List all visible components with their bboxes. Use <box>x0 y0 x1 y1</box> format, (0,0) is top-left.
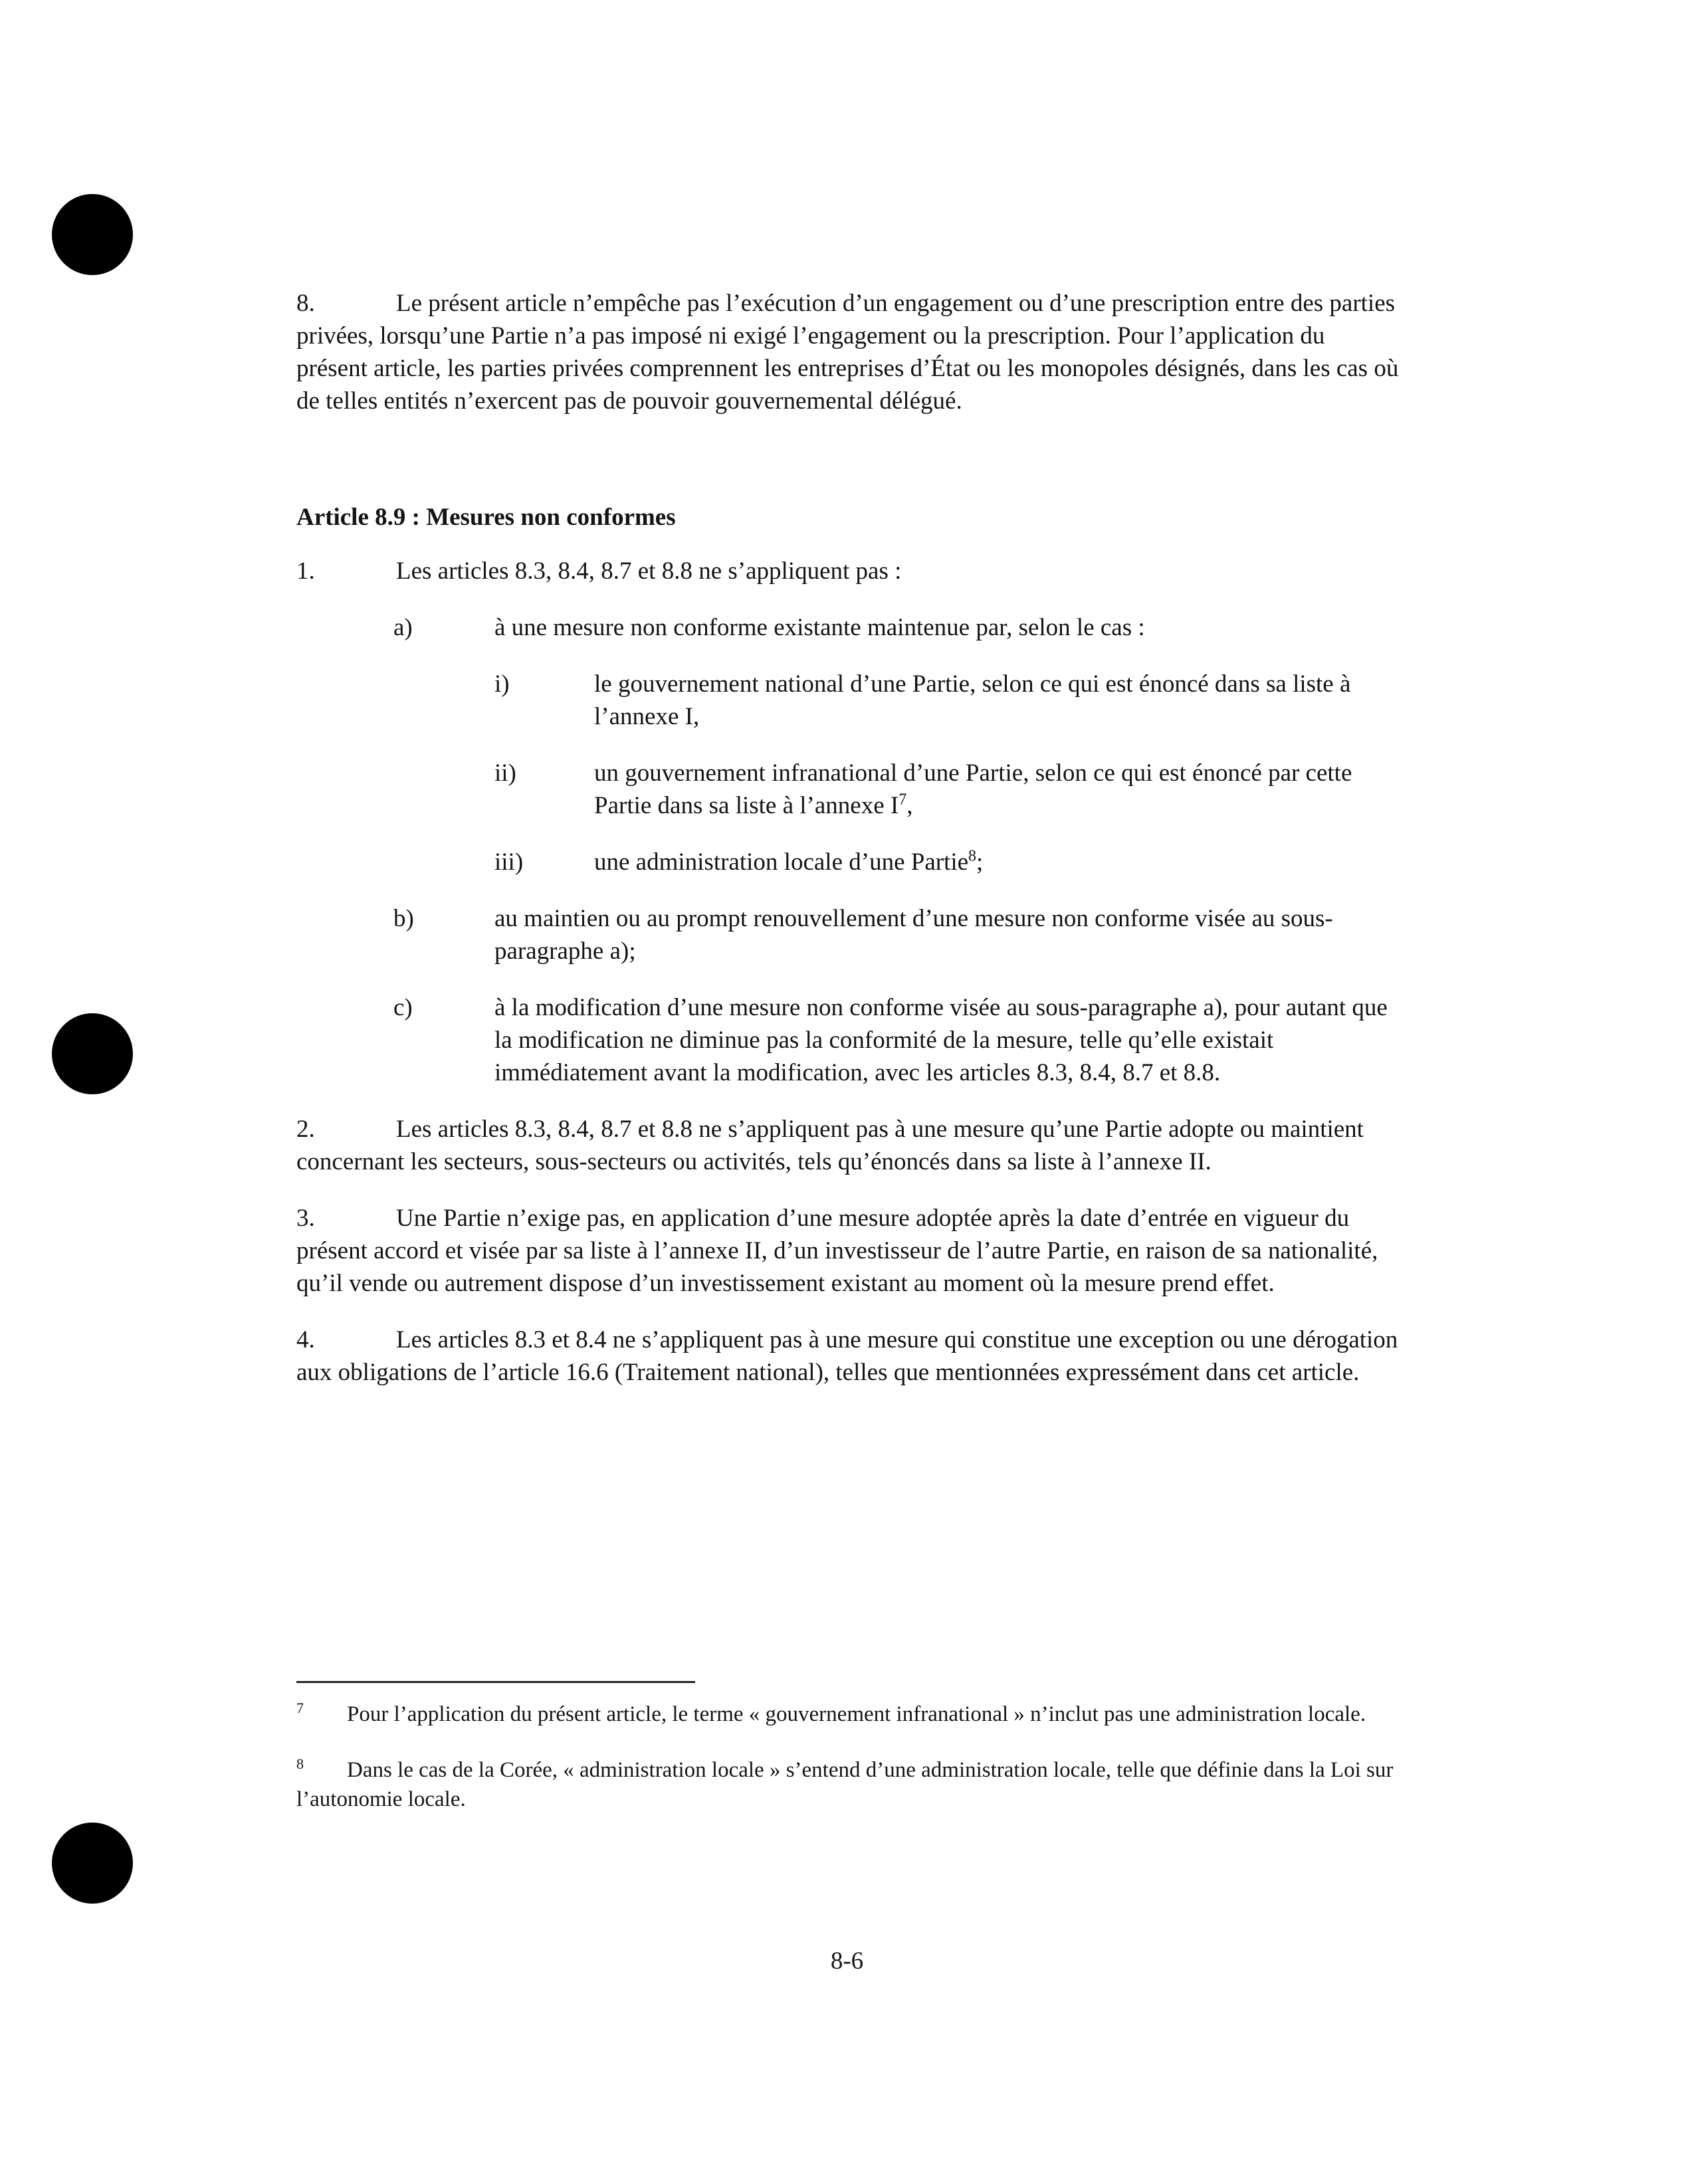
binder-hole-middle <box>52 1013 133 1094</box>
paragraph-number: 1. <box>296 557 315 585</box>
list-marker: b) <box>393 905 414 932</box>
subparagraph-a <box>296 611 1400 644</box>
paragraph-text: Les articles 8.3, 8.4, 8.7 et 8.8 ne s’appliquent pas à une mesure qu’une Partie adopte ou maintient concernant les secteurs, sous-secteurs ou activités, tels qu’énoncés dans sa liste à l’annexe II. <box>296 1116 1364 1175</box>
subparagraph-c <box>296 991 1400 1089</box>
footnote-text: Dans le cas de la Corée, « administration locale » s’entend d’une administration locale, telle que définie dans la Loi sur l’autonomie locale. <box>296 1758 1394 1811</box>
list-marker: c) <box>393 994 413 1021</box>
clause-iii <box>296 846 1400 878</box>
paragraph-text: Les articles 8.3 et 8.4 ne s’appliquent pas à une mesure qui constitue une exception ou une dérogation aux obligations de l’article 16.6 (Traitement national), telles que mentionnées expressément dans cet article. <box>296 1326 1398 1386</box>
paragraph-text: Le présent article n’empêche pas l’exécution d’un engagement ou d’une prescription entre des parties privées, lorsqu’une Partie n’a pas imposé ni exigé l’engagement ou la prescription. Pour l’application du présent article, les parties privées comprennent les entreprises d’État ou les monopoles désignés, dans les cas où de telles entités n’exercent pas de pouvoir gouvernemental délégué. <box>296 290 1399 415</box>
clause-ii <box>296 757 1400 822</box>
paragraph-3 <box>296 1202 1400 1300</box>
footnote-reference[interactable]: 8 <box>968 847 977 865</box>
footnotes <box>296 1700 1400 1840</box>
list-marker: i) <box>494 670 510 698</box>
paragraph-number: 8. <box>296 290 315 317</box>
subparagraph-text: à une mesure non conforme existante maintenue par, selon le cas : <box>494 614 1145 641</box>
paragraph-4 <box>296 1324 1400 1389</box>
clause-text: le gouvernement national d’une Partie, selon ce qui est énoncé dans sa liste à l’annexe I, <box>594 670 1351 730</box>
clause-text: une administration locale d’une Partie <box>594 848 969 876</box>
clause-i <box>296 668 1400 733</box>
paragraph-number: 3. <box>296 1205 315 1232</box>
paragraph-text: Les articles 8.3, 8.4, 8.7 et 8.8 ne s’appliquent pas : <box>396 557 902 585</box>
subparagraph-text: à la modification d’une mesure non conforme visée au sous-paragraphe a), pour autant que la modification ne diminue pas la conformité de la mesure, telle qu’elle existait immédiatement avant la modification, avec les articles 8.3, 8.4, 8.7 et 8.8. <box>494 994 1388 1086</box>
footnote-text: Pour l’application du présent article, le terme « gouvernement infranational » n’inclut pas une administration locale. <box>347 1702 1366 1726</box>
paragraph-number: 2. <box>296 1116 315 1143</box>
document-body <box>296 287 1400 1413</box>
subparagraph-text: au maintien ou au prompt renouvellement d’une mesure non conforme visée au sous-paragraphe a); <box>494 905 1333 965</box>
paragraph-2 <box>296 1113 1400 1178</box>
binder-hole-bottom <box>52 1823 133 1904</box>
footnote-separator <box>296 1681 695 1683</box>
paragraph-number: 4. <box>296 1326 315 1353</box>
list-marker: ii) <box>494 759 516 787</box>
binder-hole-top <box>52 194 133 275</box>
paragraph-8 <box>296 287 1400 417</box>
subparagraph-b <box>296 902 1400 967</box>
footnote-reference[interactable]: 7 <box>899 791 907 809</box>
article-heading: Article 8.9 : Mesures non conformes <box>296 504 676 531</box>
clause-text: un gouvernement infranational d’une Partie, selon ce qui est énoncé par cette Partie dans sa liste à l’annexe I <box>594 759 1352 819</box>
footnote-7: 7 Pour l’application du présent article, le terme « gouvernement infranational » n’inclut pas une administration locale. <box>296 1700 1366 1726</box>
footnote-8: 8 Dans le cas de la Corée, « administration locale » s’entend d’une administration locale, telle que définie dans la Loi sur l’autonomie locale. <box>296 1755 1394 1811</box>
list-marker: iii) <box>494 848 524 876</box>
paragraph-text: Une Partie n’exige pas, en application d’une mesure adoptée après la date d’entrée en vigueur du présent accord et visée par sa liste à l’annexe II, d’un investisseur de l’autre Partie, en raison de sa nationalité, qu’il vende ou autrement dispose d’un investissement existant au moment où la mesure prend effet. <box>296 1205 1378 1297</box>
clause-text-end: ; <box>976 848 984 876</box>
page-number: 8-6 <box>830 1947 864 1975</box>
list-marker: a) <box>393 614 413 641</box>
paragraph-1 <box>296 555 1400 587</box>
clause-text-end: , <box>906 792 913 819</box>
